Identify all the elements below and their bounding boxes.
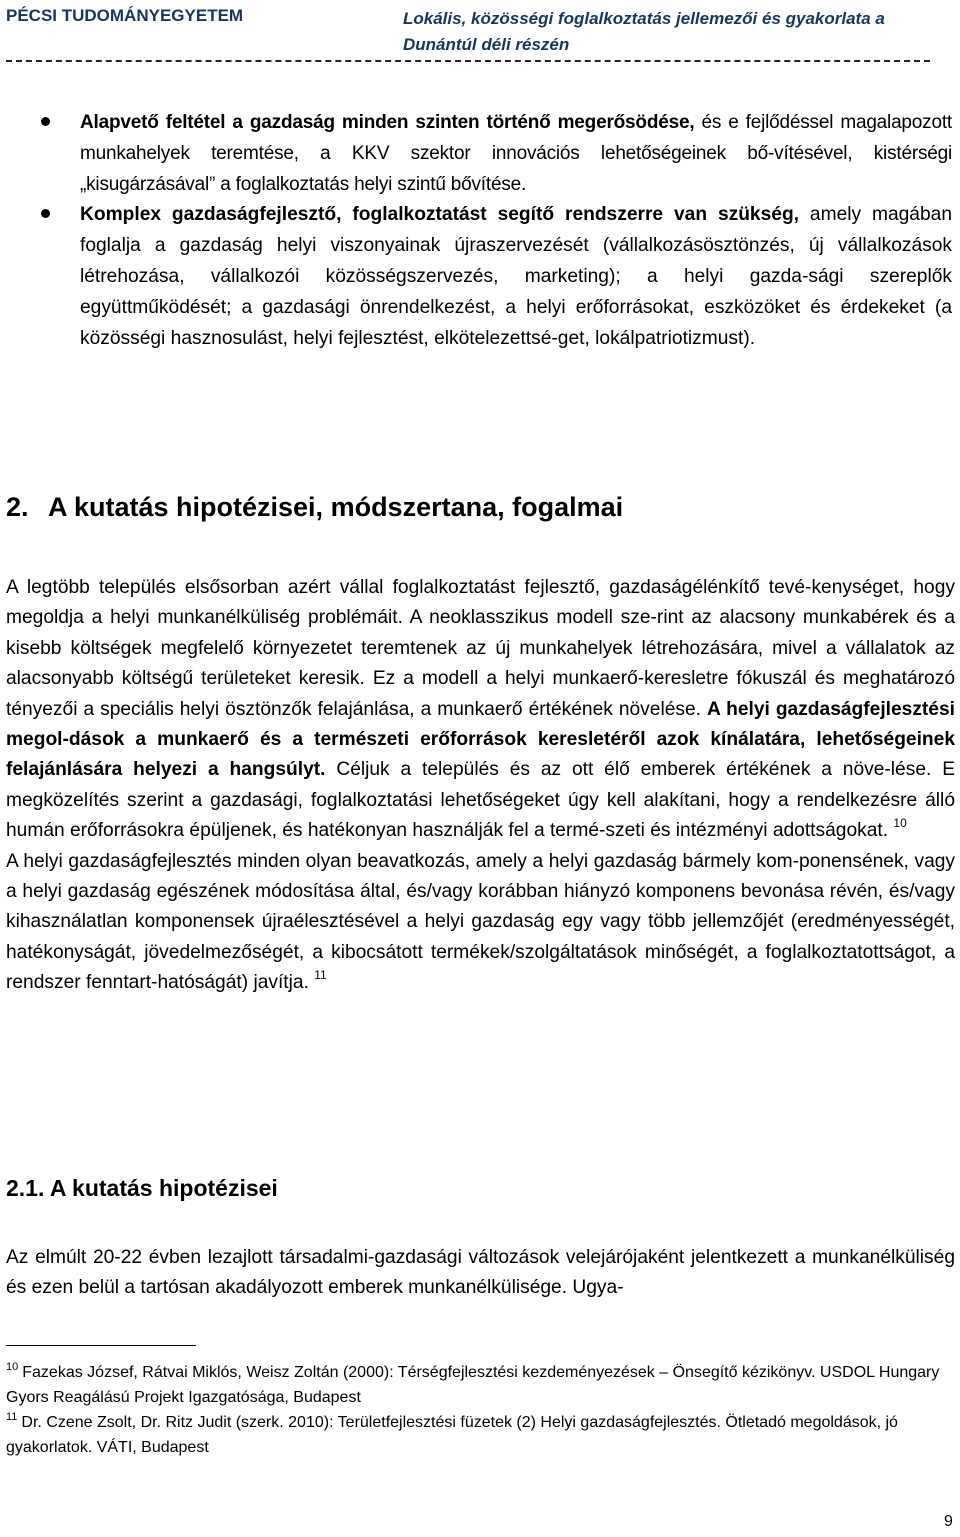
bullet-dot-icon xyxy=(41,117,50,126)
bullet-rest-text: amely magában foglalja a gazdaság helyi viszonyainak újraszervezését (vállalkozásösztönzés, új vállalkozások létrehozása, vállalkozói közösségszervezés, marketing); a helyi gazda-sági szereplők együttműködését; a gazdasági önrendelkezést, a helyi erőforrásokat, eszközöket és érdekeket (a közösségi hasznosulást, helyi fejlesztést, elkötelezettsé-get, lokálpatriotizmust). xyxy=(80,204,952,349)
bullet-list xyxy=(0,108,960,354)
footnote-ref[interactable]: 11 xyxy=(314,968,327,983)
bullet-item xyxy=(0,108,960,200)
footnote xyxy=(6,1360,956,1410)
footnotes xyxy=(6,1360,956,1460)
footnote-number: 10 xyxy=(6,1361,19,1373)
footnote-ref[interactable]: 10 xyxy=(893,816,907,831)
section-heading xyxy=(6,492,623,523)
footnote-number: 11 xyxy=(6,1411,18,1423)
bullet-text xyxy=(80,200,952,354)
paragraph-text: A helyi gazdaságfejlesztés minden olyan beavatkozás, amely a helyi gazdaság bármely kom-ponensének, vagy a helyi gazdaság egészének módosítása által, és/vagy korábban hiányzó komponens bevonása révén, és/vagy kihasználatlan komponensek újraélesztésével a helyi gazdaság egy vagy több jellemzőjét (eredményességét, hatékonyságát, jövedelmezőségét, a kibocsátott termékek/szolgáltatások minőségét, a foglalkoztatottságot, a rendszer fenntart-hatóságát) javítja. xyxy=(6,850,955,994)
bullet-bold-text: Alapvető feltétel a gazdaság minden szinten történő megerősödése, xyxy=(80,112,695,133)
footnote-text: Dr. Czene Zsolt, Dr. Ritz Judit (szerk. 2010): Területfejlesztési füzetek (2) Helyi gazdaságfejlesztés. Ötletadó megoldások, jó gyakorlatok. VÁTI, Budapest xyxy=(6,1414,898,1456)
body-text-block xyxy=(6,573,955,999)
header-divider xyxy=(6,60,930,62)
bullet-item xyxy=(0,200,960,354)
footnote xyxy=(6,1410,956,1460)
paragraph-text: Céljuk a település és az ott élő emberek értékének a növe-lése. E megközelítés szerint a gazdasági, foglalkoztatási lehetőségeket úgy kell alakítani, hogy a rendelkezésre álló humán erőforrásokra épüljenek, és hatékonyan használják fel a termé-szeti és intézményi adottságokat. xyxy=(6,759,955,842)
subsection-heading: 2.1. A kutatás hipotézisei xyxy=(6,1175,278,1201)
paragraph-text: A legtöbb település elsősorban azért vállal foglalkoztatást fejlesztő, gazdaságélénkítő tevé-kenységet, hogy megoldja a helyi munkanélküliség problémáit. A neoklasszikus modell sze-rint az alacsony munkabérek és a kisebb költségek megfelelő környezetet teremtenek az új munkahelyek létrehozására, mivel a vállalatok az alacsonyabb költségű területeket keresik. Ez a modell a helyi munkaerő-keresletre fókuszál és meghatározó tényezői a speciális helyi ösztönzők felajánlása, a munkaerő értékének növelése. xyxy=(6,577,955,720)
paragraph xyxy=(6,847,955,999)
bullet-dot-icon xyxy=(41,209,50,218)
header-institution: PÉCSI TUDOMÁNYEGYETEM xyxy=(6,6,244,25)
paragraph xyxy=(6,573,955,847)
bullet-text xyxy=(80,108,952,200)
header-title: Lokális, közösségi foglalkoztatás jellemezői és gyakorlata a Dunántúl déli részén xyxy=(403,9,885,54)
section-title: A kutatás hipotézisei, módszertana, fogalmai xyxy=(48,492,624,522)
section-number: 2. xyxy=(6,492,29,522)
paragraph: Az elmúlt 20-22 évben lezajlott társadalmi-gazdasági változások velejárójaként jelentkezett a munkanélküliség és ezen belül a tartósan akadályozott emberek munkanélkülisége. Ugya- xyxy=(6,1247,955,1299)
bullet-bold-text: Komplex gazdaságfejlesztő, foglalkoztatást segítő rendszerre van szükség, xyxy=(80,204,800,226)
body-text-block xyxy=(6,1243,955,1304)
paragraph-bold-text: A helyi gazdaságfejlesztési megol-dások a munkaerő és a természeti erőforrások keresletéről azok kínálatára, lehetőségeinek felajánlására helyezi a hangsúlyt. xyxy=(6,698,955,781)
page-number: 9 xyxy=(944,1513,953,1530)
footnote-text: Fazekas József, Rátvai Miklós, Weisz Zoltán (2000): Térségfejlesztési kezdeményezések – Önsegítő kézikönyv. USDOL Hungary Gyors Reagálású Projekt Igazgatósága, Budapest xyxy=(6,1364,940,1406)
footnote-divider xyxy=(6,1345,196,1346)
bullet-rest-text: és e fejlődéssel magalapozott munkahelyek teremtése, a KKV szektor innovációs lehetőségeinek bő-vítésével, kistérségi „kisugárzásával” a foglalkoztatás helyi szintű bővítése. xyxy=(80,112,952,195)
